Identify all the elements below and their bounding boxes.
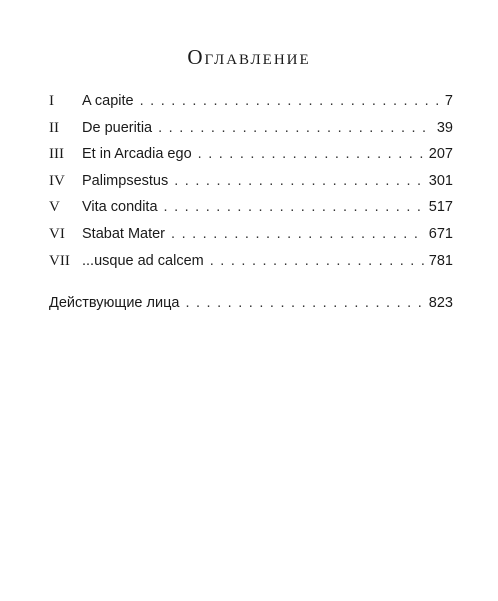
dot-leader	[198, 141, 425, 167]
chapter-title: ...usque ad calcem	[82, 252, 204, 269]
toc-entry[interactable]	[49, 194, 453, 221]
page-number: 7	[444, 93, 453, 109]
dot-leader	[164, 194, 425, 220]
chapter-number: I	[49, 93, 54, 109]
dot-leader	[185, 290, 424, 316]
chapter-number: VI	[49, 225, 65, 242]
toc-entry[interactable]	[49, 248, 453, 275]
chapter-title: Palimpsestus	[82, 172, 169, 189]
chapter-title: Vita condita	[82, 199, 158, 216]
chapter-title: A capite	[82, 93, 134, 109]
appendix-title: Действующие лица	[49, 295, 180, 312]
dot-leader	[140, 88, 441, 114]
dot-leader	[171, 221, 425, 247]
chapter-number: II	[49, 119, 59, 136]
chapter-title: Et in Arcadia ego	[82, 146, 192, 163]
page-number: 301	[428, 172, 453, 189]
page-number: 671	[428, 225, 453, 242]
dot-leader	[158, 115, 433, 141]
chapter-number: III	[49, 146, 64, 163]
table-of-contents	[49, 88, 453, 317]
page-number: 823	[428, 295, 453, 312]
toc-entry[interactable]	[49, 168, 453, 195]
chapter-title: Stabat Mater	[82, 225, 166, 242]
chapter-number: V	[49, 199, 60, 216]
dot-leader	[174, 168, 425, 194]
section-spacer	[49, 274, 453, 290]
page-number: 207	[428, 146, 453, 163]
page-number: 39	[436, 119, 453, 136]
toc-entry[interactable]	[49, 115, 453, 142]
toc-entry[interactable]	[49, 221, 453, 248]
page-number: 517	[428, 199, 453, 216]
chapter-number: IV	[49, 172, 65, 189]
dot-leader	[210, 248, 425, 274]
page-number: 781	[428, 252, 453, 269]
toc-entry[interactable]	[49, 141, 453, 168]
chapter-title: De pueritia	[82, 119, 153, 136]
page-title: Оглавление	[187, 45, 311, 69]
chapter-number: VII	[49, 252, 70, 269]
toc-entry[interactable]	[49, 88, 453, 115]
toc-entry-appendix[interactable]	[49, 290, 453, 317]
